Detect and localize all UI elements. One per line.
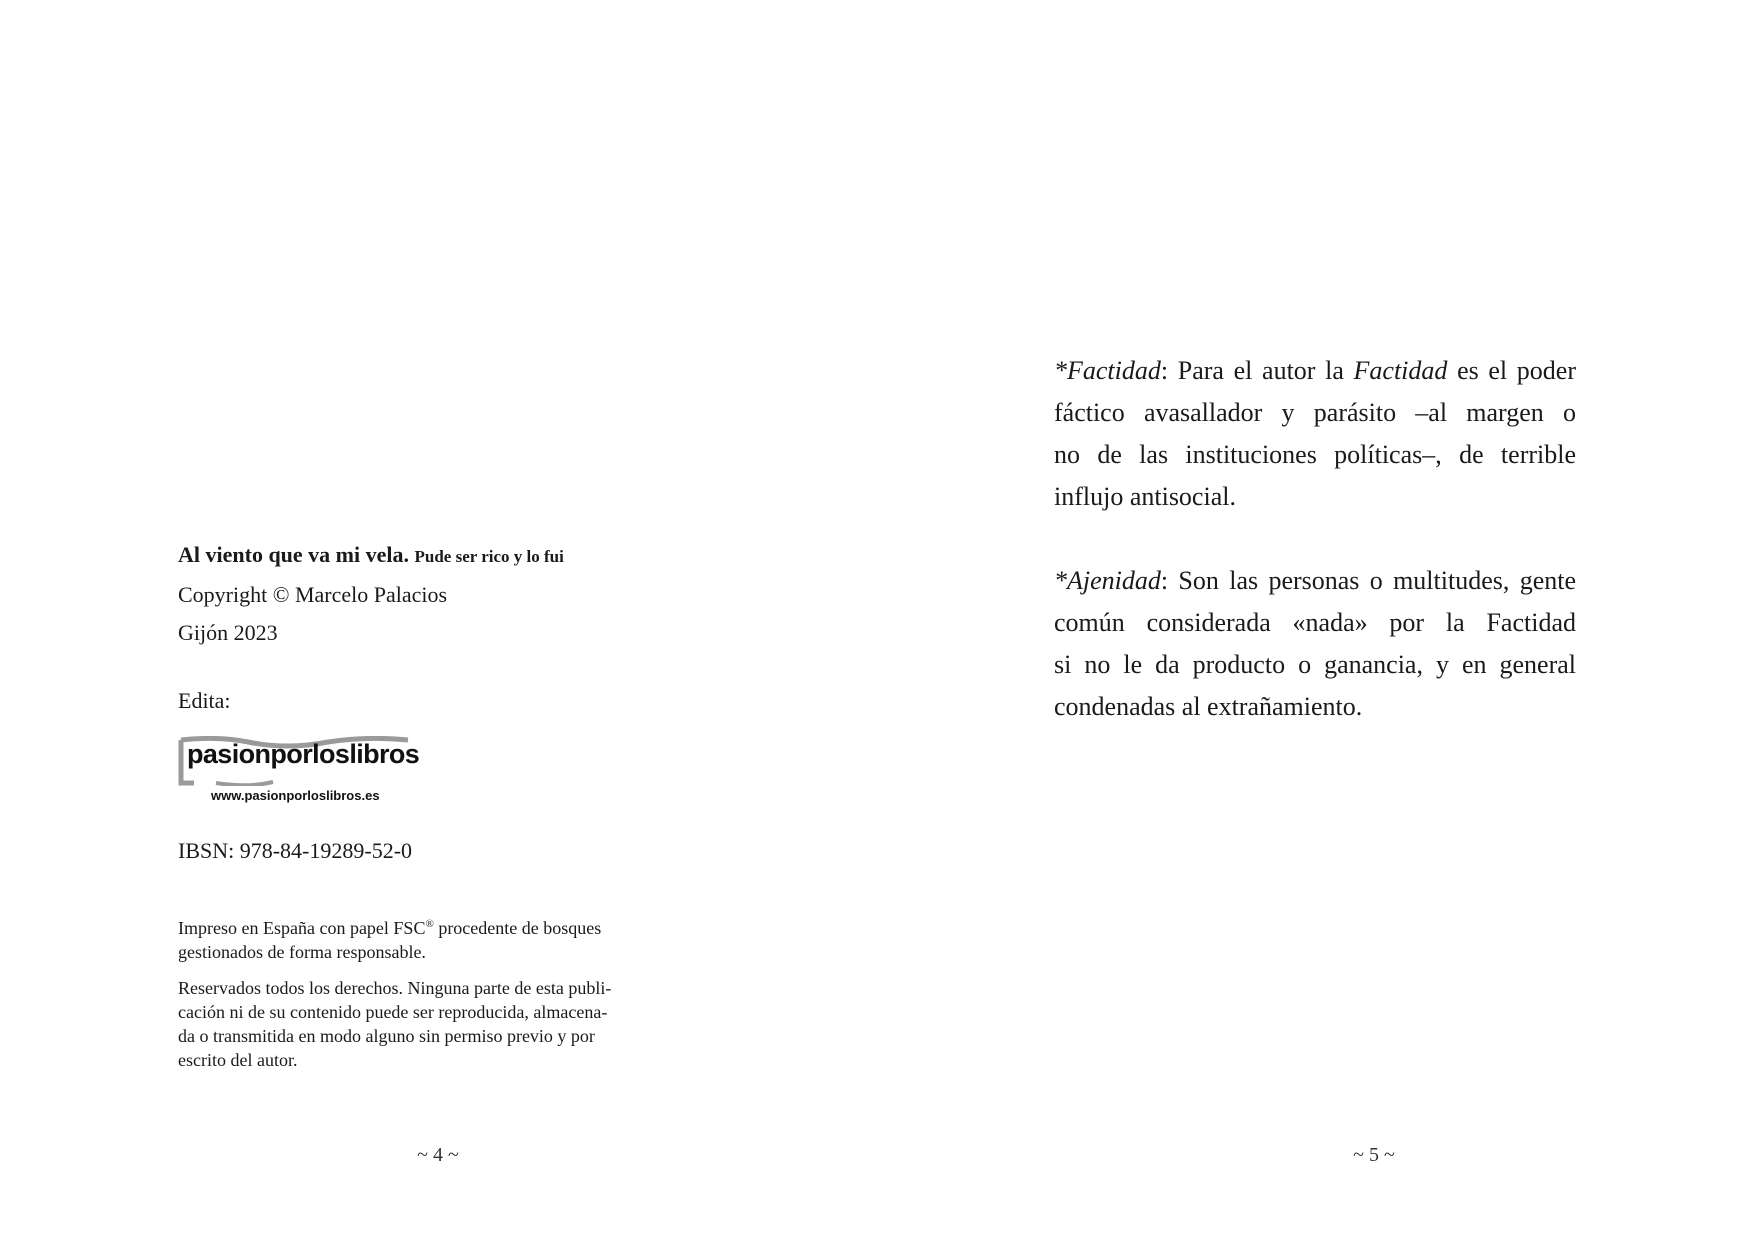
rights-line: cación ni de su contenido puede ser reproducida, almacena- [178,1002,608,1022]
definition-line [1054,350,1576,392]
printing-note-line-1 [178,916,710,940]
definition-term: *Ajenidad [1054,566,1161,595]
publisher-logo-text: pasionporloslibros [187,739,420,769]
place-year: Gijón 2023 [178,620,278,645]
definition-line: si no le da producto o ganancia, y en general [1054,650,1576,679]
book-title-subtitle: Pude ser rico y lo fui [414,547,564,566]
page-number: ~ 4 ~ [417,1144,459,1166]
rights-note [178,976,710,1072]
definition-term: *Factidad [1054,356,1161,385]
definition-term-inline: Factidad [1353,356,1448,385]
isbn-line: IBSN: 978-84-19289-52-0 [178,838,413,863]
legal-notice [178,916,710,1084]
definition-ajenidad [1054,560,1576,728]
definition-text: es el poder [1447,356,1576,385]
glossary [1054,350,1576,770]
book-title-main: Al viento que va mi vela. [178,542,409,567]
book-credits [178,536,718,652]
rights-line: escrito del autor. [178,1050,298,1070]
printing-note-text-cont: procedente de bosques [433,918,602,938]
registered-mark: ® [425,918,434,930]
rights-line: Reservados todos los derechos. Ninguna parte de esta publi- [178,978,612,998]
printing-note-line-2: gestionados de forma responsable. [178,942,426,962]
book-title [178,536,718,576]
definition-line: común considerada «nada» por la Factidad [1054,608,1576,637]
right-page [874,0,1748,1240]
definition-text: : Para el autor la [1160,356,1354,385]
definition-text: : Son las personas o multitudes, gente [1160,566,1576,595]
rights-line: da o transmitida en modo alguno sin permiso previo y por [178,1026,595,1046]
definition-line: no de las instituciones políticas–, de terrible [1054,440,1576,469]
copyright-line: Copyright © Marcelo Palacios [178,582,448,607]
publisher-logo [178,736,438,806]
printing-note-text: Impreso en España con papel FSC [178,918,426,938]
publisher-url: www.pasionporloslibros.es [211,788,380,803]
definition-line: fáctico avasallador y parásito –al margen o [1054,398,1576,427]
printing-note [178,916,710,964]
definition-line [1054,560,1576,602]
definition-line: influjo antisocial. [1054,482,1236,511]
publisher-label: Edita: [178,688,231,713]
definition-factidad [1054,350,1576,518]
definition-line: condenadas al extrañamiento. [1054,692,1363,721]
page-number: ~ 5 ~ [1353,1144,1395,1166]
